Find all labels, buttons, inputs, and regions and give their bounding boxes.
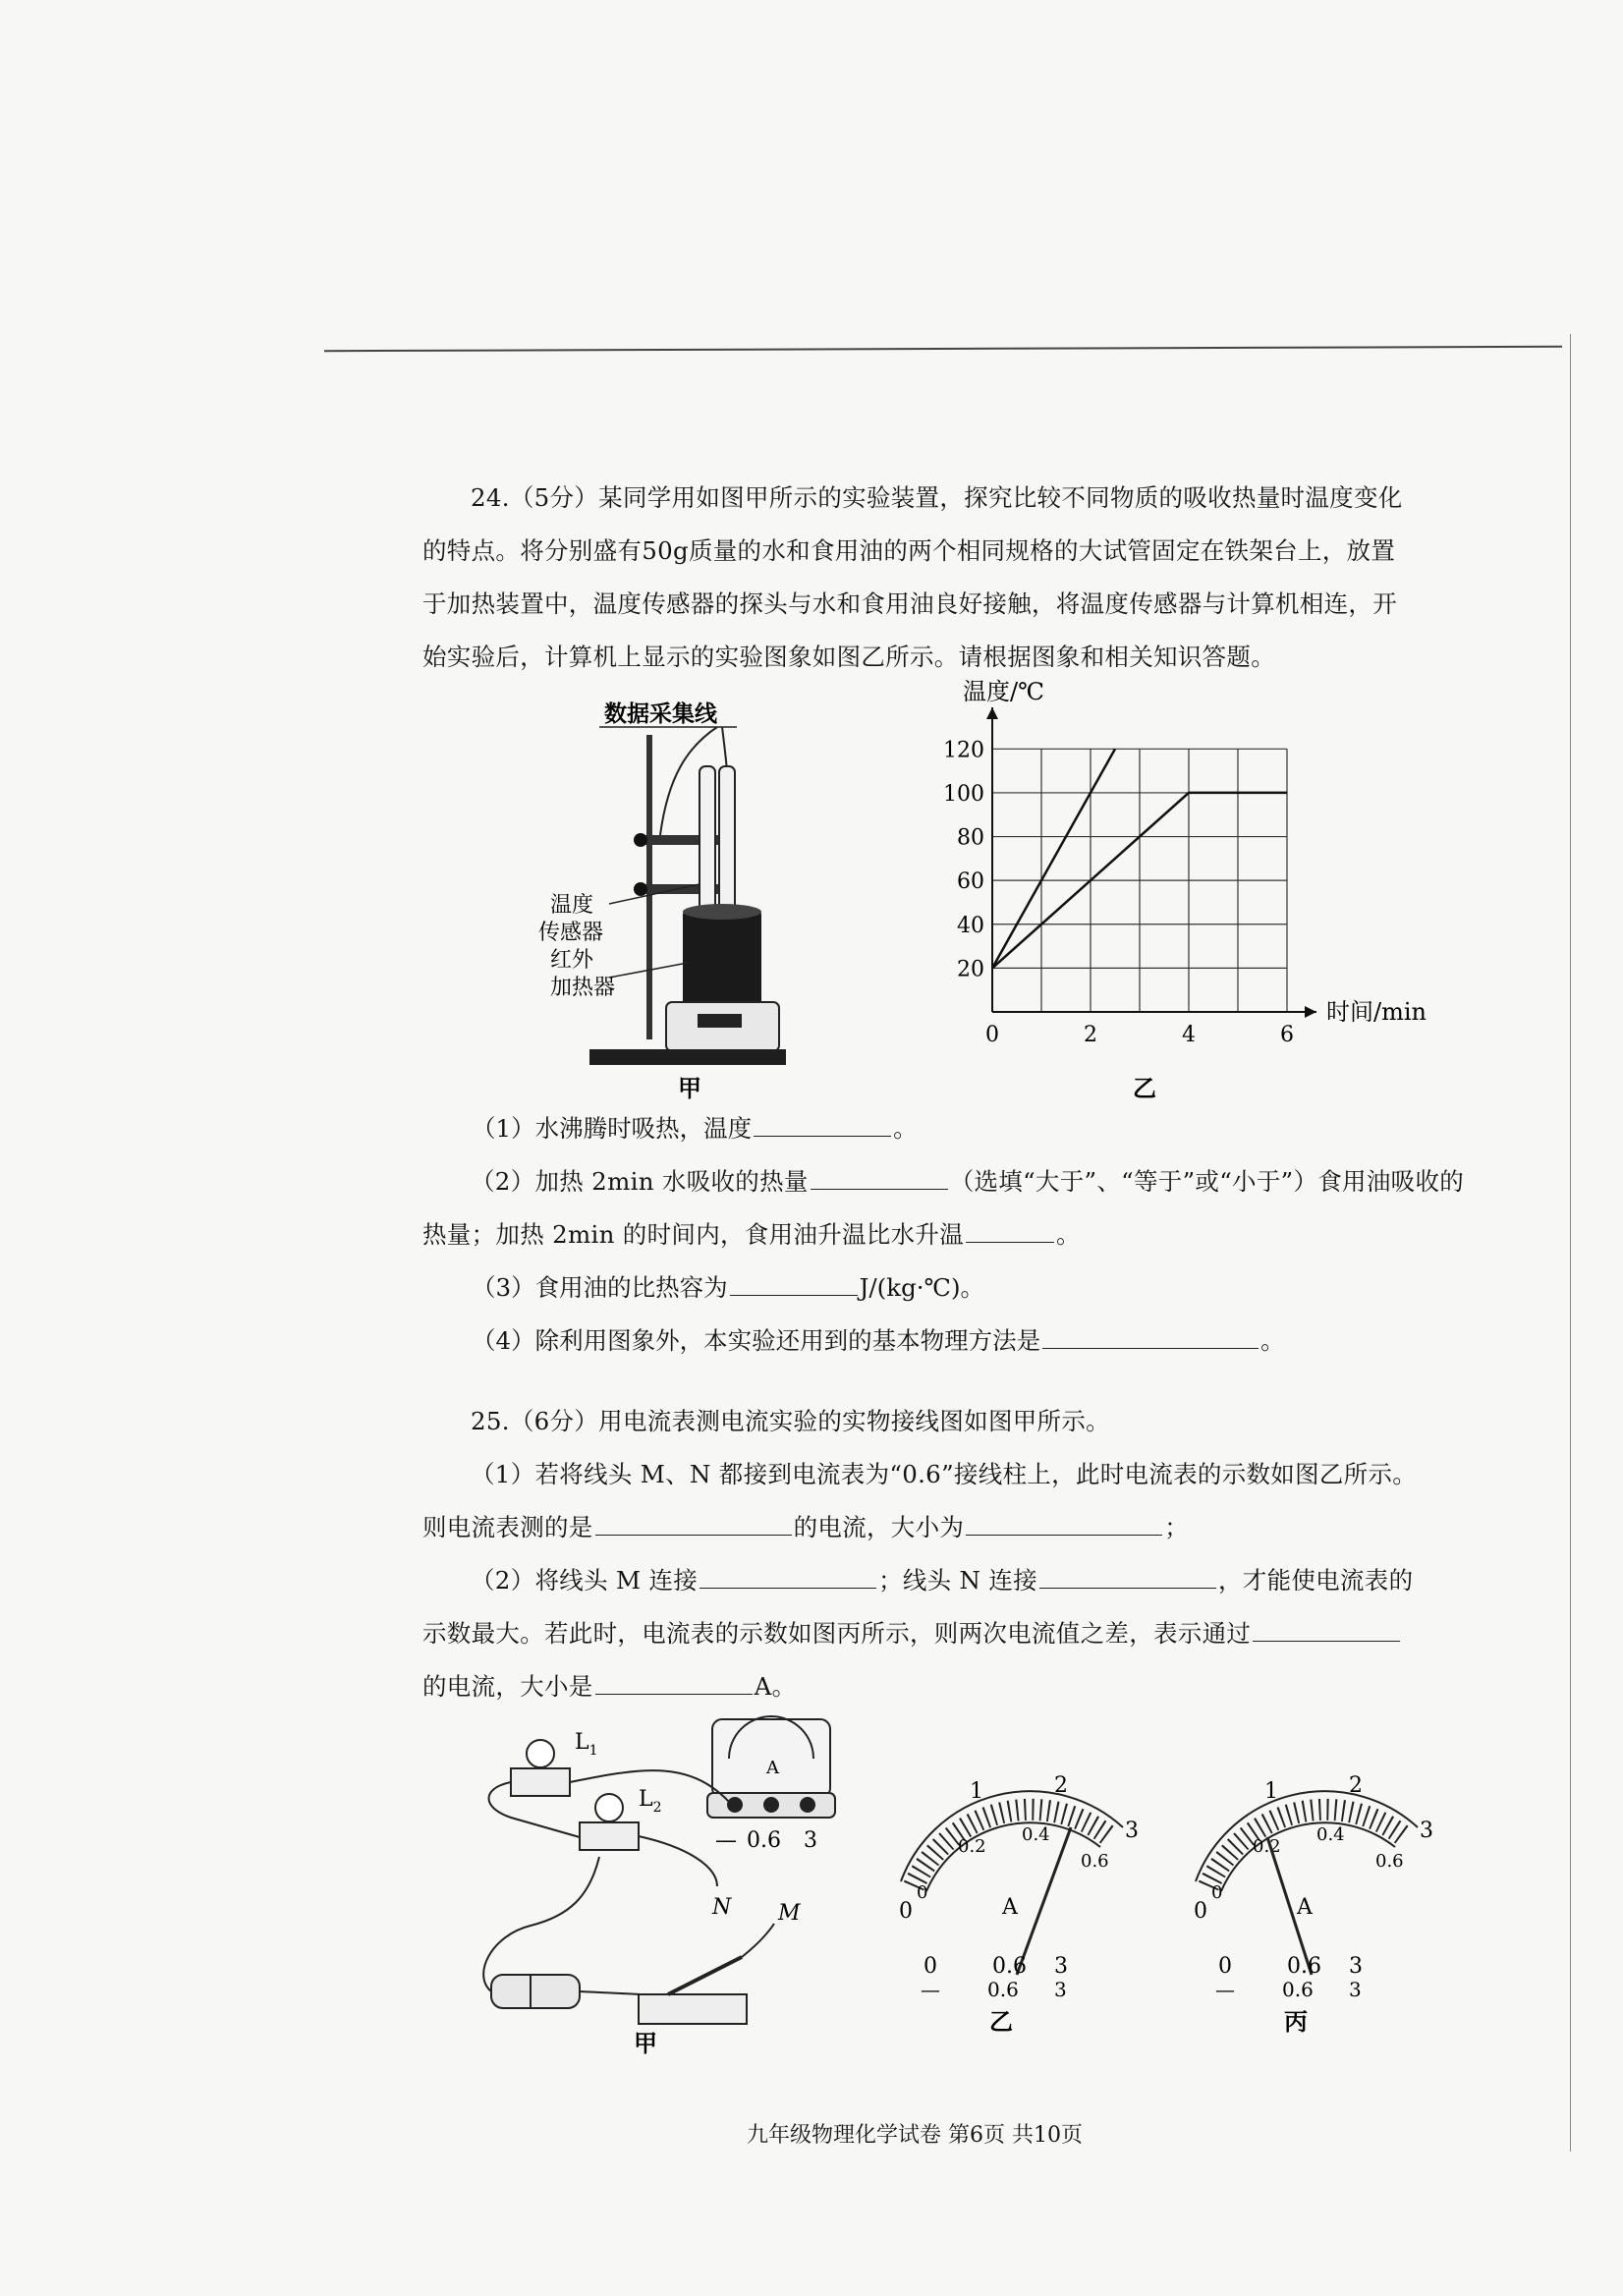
terminal-mark-3: 3: [1054, 1954, 1068, 1979]
infrared-heater: [683, 909, 761, 1017]
figure-caption-bing: 丙: [1284, 2007, 1308, 2036]
q24-stem-line: 24.（5分）某同学用如图甲所示的实验装置，探究比较不同物质的吸收热量时温度变化: [471, 483, 1403, 512]
q25-sub1-b: 则电流表测的是: [422, 1513, 593, 1541]
terminal-mark-0.6: 0.6: [1287, 1954, 1321, 1979]
stand-base: [589, 1049, 786, 1065]
answer-blank[interactable]: [730, 1271, 858, 1296]
y-tick-label: 120: [943, 738, 984, 763]
wire-m: [742, 1924, 774, 1957]
scale-top-0: 0: [899, 1899, 913, 1924]
wire-n: [639, 1836, 717, 1886]
meter-yi: [879, 1709, 1145, 2038]
x-tick-label: 2: [1084, 1023, 1097, 1047]
q25-sub1-a: （1）若将线头 M、N 都接到电流表为“0.6”接线柱上，此时电流表的示数如图乙所示。: [471, 1460, 1418, 1488]
wire-n-label: N: [712, 1895, 732, 1920]
q24-stem-line: 始实验后，计算机上显示的实验图象如图乙所示。请根据图象和相关知识答题。: [422, 643, 1275, 671]
q24-sub3-a: （3）食用油的比热容为: [472, 1273, 728, 1302]
bulb-l1: [527, 1740, 554, 1767]
battery-pack: [491, 1975, 580, 2008]
wire: [483, 1857, 599, 1991]
q24-stem-line: 的特点。将分别盛有50g质量的水和食用油的两个相同规格的大试管固定在铁架台上，放置: [422, 536, 1396, 565]
wire-m-label: M: [778, 1901, 801, 1926]
q24-sub2-end: 。: [1056, 1220, 1081, 1249]
figure-caption-yi-chart: 乙: [1133, 1074, 1156, 1102]
answer-blank[interactable]: [966, 1511, 1162, 1536]
figure-caption-yi: 乙: [989, 2007, 1013, 2036]
answer-blank[interactable]: [1042, 1324, 1259, 1349]
apparatus-figure: [538, 688, 796, 1104]
answer-blank[interactable]: [1253, 1617, 1400, 1642]
q24-stem-line: 于加热装置中，温度传感器的探头与水和食用油良好接触，将温度传感器与计算机相连，开: [422, 589, 1397, 618]
scale-bottom-0.4: 0.4: [1316, 1824, 1345, 1845]
page-edge-right: [1570, 334, 1571, 2152]
sensor-label-1: 温度: [550, 893, 594, 918]
answer-blank[interactable]: [966, 1218, 1054, 1243]
q25-sub2-e: 的电流，大小是: [422, 1672, 593, 1701]
terminal-minus: —: [1215, 1978, 1235, 2001]
scale-top-2: 2: [1349, 1773, 1363, 1798]
scale-bottom-0.4: 0.4: [1022, 1824, 1050, 1845]
scale-bottom-0.6: 0.6: [1081, 1851, 1109, 1872]
q25-stem-line: 25.（6分）用电流表测电流实验的实物接线图如图甲所示。: [471, 1407, 1110, 1435]
scale-top-1: 1: [970, 1779, 983, 1804]
temperature-chart: [943, 678, 1427, 1104]
q24-sub1: [472, 1102, 918, 1155]
x-tick-label: 0: [985, 1023, 999, 1047]
x-axis-label: 时间/min: [1326, 998, 1427, 1026]
scale-bottom-0: 0: [1211, 1882, 1223, 1903]
heater-label-1: 红外: [550, 948, 594, 973]
bulb-l1-label: $L_1$: [575, 1730, 598, 1759]
scale-top-1: 1: [1264, 1779, 1278, 1804]
cable-label: 数据采集线: [604, 700, 717, 727]
q24-stem: [422, 472, 1483, 684]
q25-sub1-c: 的电流，大小为: [793, 1513, 965, 1541]
y-tick-label: 20: [957, 957, 984, 982]
scale-bottom-0.6: 0.6: [1375, 1851, 1404, 1872]
bulb-l2-label: $L_2$: [639, 1787, 662, 1816]
terminal-mark-0.6: 0.6: [992, 1954, 1027, 1979]
y-tick-label: 40: [957, 913, 984, 938]
terminal-mark-0: 0: [1218, 1954, 1232, 1979]
x-tick-label: 6: [1280, 1023, 1294, 1047]
scale-top-2: 2: [1054, 1773, 1068, 1798]
terminal-0.6: 0.6: [747, 1828, 781, 1853]
answer-blank[interactable]: [700, 1564, 876, 1589]
circuit-figure: [472, 1700, 865, 2057]
terminal-minus: —: [921, 1978, 940, 2001]
q24-sub3: [472, 1261, 984, 1315]
terminal-3: 3: [1054, 1978, 1067, 2001]
terminal-0.6: 0.6: [1282, 1978, 1314, 2001]
meter-bing: [1174, 1709, 1439, 2038]
q24-sub2: [422, 1155, 1483, 1261]
q25-sub2-d: 示数最大。若此时，电流表的示数如图丙所示，则两次电流值之差，表示通过: [422, 1619, 1252, 1648]
answer-blank[interactable]: [595, 1670, 753, 1695]
bulb-l1-base: [511, 1768, 570, 1796]
terminal-mark-0: 0: [923, 1954, 937, 1979]
bulb-l2-base: [580, 1822, 639, 1850]
x-tick-label: 4: [1182, 1023, 1196, 1047]
q24-sub4: [472, 1315, 1285, 1368]
answer-blank[interactable]: [1039, 1564, 1216, 1589]
q24-sub4-end: 。: [1260, 1326, 1285, 1355]
figure-caption-jia-2: 甲: [634, 2029, 657, 2057]
scale-bottom-0.2: 0.2: [958, 1836, 986, 1857]
y-tick-label: 80: [957, 825, 984, 851]
answer-blank[interactable]: [811, 1165, 948, 1190]
q24-sub3-b: J/(kg·℃)。: [859, 1273, 985, 1302]
q24-sub4-text: （4）除利用图象外，本实验还用到的基本物理方法是: [472, 1326, 1041, 1355]
y-axis-label: 温度/℃: [963, 678, 1044, 705]
y-tick-label: 60: [957, 869, 984, 895]
q25-sub1-end: ；: [1164, 1513, 1190, 1541]
sensor-label-2: 传感器: [538, 921, 604, 945]
series-line-oil: [992, 749, 1115, 968]
meter-needle: [1017, 1827, 1071, 1975]
q24-sub2-b: （选填“大于”、“等于”或“小于”）食用油吸收的: [949, 1167, 1465, 1196]
q24-sub1-text: （1）水沸腾时吸热，温度: [472, 1114, 753, 1143]
terminal-3: 3: [804, 1828, 817, 1853]
q25-sub2-c: ，才能使电流表的: [1217, 1566, 1414, 1595]
switch-lever: [668, 1957, 742, 1994]
scale-top-3: 3: [1420, 1819, 1433, 1843]
scale-top-3: 3: [1125, 1819, 1139, 1843]
scale-bottom-0: 0: [917, 1882, 928, 1903]
scale-bottom-0.2: 0.2: [1253, 1836, 1281, 1857]
q24-sub1-end: 。: [893, 1114, 918, 1143]
terminal-3: 3: [1349, 1978, 1362, 2001]
terminal-mark-3: 3: [1349, 1954, 1363, 1979]
terminal-minus: —: [715, 1828, 737, 1853]
ammeter-letter: A: [766, 1758, 779, 1778]
bulb-l2: [595, 1794, 623, 1821]
heater-label-2: 加热器: [550, 976, 616, 1000]
q24-sub2-a: （2）加热 2min 水吸收的热量: [471, 1167, 809, 1196]
scale-top-0: 0: [1194, 1899, 1207, 1924]
y-axis-arrow: [986, 707, 998, 719]
page-edge-top: [324, 346, 1562, 352]
q25-stem: [422, 1395, 1483, 1713]
figure-caption-jia: 甲: [678, 1074, 701, 1102]
x-axis-arrow: [1305, 1006, 1316, 1018]
q25-sub2-b: ；线头 N 连接: [878, 1566, 1037, 1595]
q25-sub2-a: （2）将线头 M 连接: [471, 1566, 699, 1595]
answer-blank[interactable]: [754, 1112, 891, 1137]
y-tick-label: 100: [943, 781, 984, 807]
meter-letter: A: [1002, 1895, 1018, 1920]
q25-sub2-end: A。: [754, 1672, 797, 1701]
q24-sub2-c: 热量；加热 2min 的时间内，食用油升温比水升温: [422, 1220, 965, 1249]
answer-blank[interactable]: [595, 1511, 792, 1536]
meter-letter: A: [1297, 1895, 1313, 1920]
switch-base: [639, 1994, 747, 2024]
terminal-0.6: 0.6: [987, 1978, 1019, 2001]
page-footer: 九年级物理化学试卷 第6页 共10页: [747, 2123, 1083, 2148]
